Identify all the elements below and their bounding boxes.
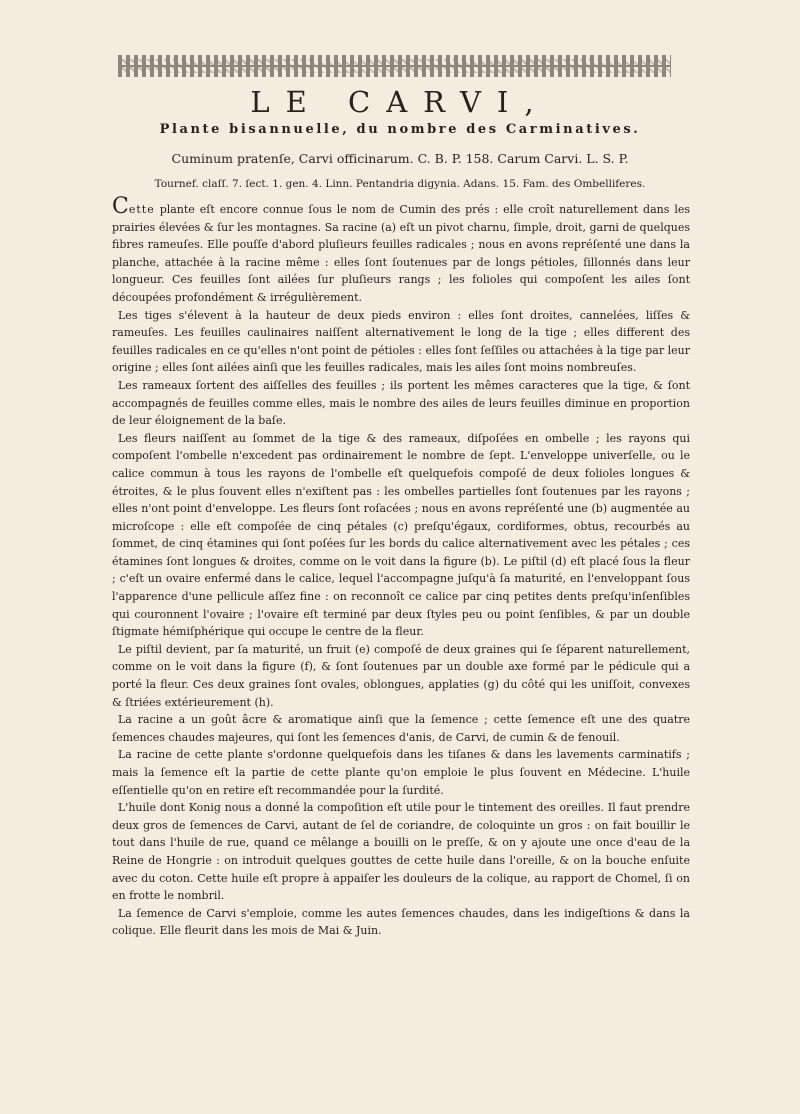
paragraph-8: L'huile dont Konig nous a donné la compoſition eſt utile pour le tintement des oreilles. Il faut prendre deux gros de ſemences de Carvi, autant de ſel de coriandre, de coloquinte un gros : on fait bouillir le tout dans l'huile de rue, quand ce mêlange a bouilli on le preſſe, & on y ajoute une once d'eau de la Reine de Hongrie : on introduit quelques gouttes de cette huile dans l'oreille, & on la bouche enſuite avec du coton. Cette huile eſt propre à appaiſer les douleurs de la colique, au rapport de Chomel, ſi on en frotte le nombril. bbox=[112, 801, 690, 903]
paragraph-9: La ſemence de Carvi s'emploie, comme les autes ſemences chaudes, dans les indigeſtions & dans la colique. Elle fleurit dans les mois de Mai & Juin. bbox=[112, 906, 690, 938]
page-title: LE CARVI, bbox=[250, 85, 550, 119]
paragraph-7: La racine de cette plante s'ordonne quelquefois dans les tiſanes & dans les lavements carminatifs ; mais la ſemence eſt la partie de cette plante qu'on emploie le plus ſouvent en Médecine. L'huile eſſentielle qu'on en retire eſt recommandée pour la ſurdité. bbox=[112, 748, 690, 797]
paragraph-5: Le piſtil devient, par ſa maturité, un fruit (e) compoſé de deux graines qui ſe ſéparent naturellement, comme on le voit dans la figure (f), & ſont ſoutenues par un double axe formé par le pédicule qui a porté la fleur. Ces deux graines ſont ovales, oblongues, applaties (g) du côté qui les uniſſoit, convexes & ſtriées extérieurement (h). bbox=[112, 642, 690, 709]
body-text bbox=[112, 194, 690, 940]
paragraph-4: Les fleurs naiſſent au ſommet de la tige & des rameaux, diſpoſées en ombelle ; les rayons qui compoſent l'ombelle n'excedent pas ordinairement le nombre de ſept. L'enveloppe univerſelle, ou le calice commun à tous les rayons de l'ombelle eſt quelquefois compoſé de deux folioles longues & étroites, & le plus ſouvent elles n'exiſtent pas : les ombelles partielles ſont ſoutenues par les rayons ; elles n'ont point d'enveloppe. Les fleurs ſont roſacées ; nous en avons repréſenté une (b) augmentée au microſcope : elle eſt compoſée de cinq pétales (c) preſqu'égaux, cordiformes, obtus, recourbés au ſommet, de cinq étamines qui ſont poſées ſur les bords du calice alternativement avec les pétales ; ces étamines ſont longues & droites, comme on le voit dans la figure (b). Le piſtil (d) eſt placé ſous la fleur ; c'eſt un ovaire enfermé dans le calice, lequel l'accompagne juſqu'à ſa maturité, en l'enveloppant ſous l'apparence d'une pellicule aſſez fine : on reconnoît ce calice par cinq petites dents preſqu'inſenſibles qui couronnent l'ovaire ; l'ovaire eſt terminé par deux ſtyles peu ou point ſenſibles, & par un double ſtigmate hémiſphérique qui occupe le centre de la fleur. bbox=[112, 431, 690, 639]
first-word-lead: ette bbox=[128, 203, 155, 216]
paragraph-1 bbox=[112, 194, 690, 307]
paragraph-3: Les rameaux ſortent des aiſſelles des feuilles ; ils portent les mêmes caracteres que la tige, & ſont accompagnés de feuilles comme elles, mais le nombre des ailes de leurs feuilles diminue en proportion de leur éloignement de la baſe. bbox=[112, 378, 690, 428]
paragraph-2: Les tiges s'élevent à la hauteur de deux pieds environ : elles ſont droites, cannelées, liſſes & rameuſes. Les feuilles caulinaires naiſſent alternativement le long de la tige ; elles different des feuilles radicales en ce qu'elles n'ont point de pétioles : elles ſont ſeſſiles ou attachées à la tige par leur origine ; elles ſont ailées ainſi que les feuilles radicales, mais les ailes ſont moins nombreuſes. bbox=[112, 308, 690, 375]
page-subtitle: Plante bisannuelle, du nombre des Carminatives. bbox=[159, 122, 641, 137]
drop-cap: C bbox=[112, 194, 129, 219]
decorative-ornament-band bbox=[118, 55, 671, 77]
classification-line: Tournef. claſſ. 7. ſect. 1. gen. 4. Linn. Pentandria digynia. Adans. 15. Fam. des Ombelliferes. bbox=[154, 178, 646, 190]
paragraph-1-text: plante eſt encore connue ſous le nom de Cumin des prés : elle croît naturellement dans les prairies élevées & ſur les montagnes. Sa racine (a) eſt un pivot charnu, ſimple, droit, garni de quelques fibres rameuſes. Elle pouſſe d'abord pluſieurs feuilles radicales ; nous en avons repréſenté une dans la planche, attachée à la racine même : elles ſont ſoutenues par de longs pétioles, ſillonnés dans leur longueur. Ces feuilles ſont ailées ſur pluſieurs rangs ; les folioles qui compoſent les ailes ſont découpées profondément & irrégulièrement. bbox=[112, 203, 690, 304]
paragraph-6: La racine a un goût âcre & aromatique ainſi que la ſemence ; cette ſemence eſt une des quatre ſemences chaudes majeures, qui ſont les ſemences d'anis, de Carvi, de cumin & de fenouil. bbox=[112, 713, 690, 744]
botanical-names: Cuminum pratenſe, Carvi officinarum. C. B. P. 158. Carum Carvi. L. S. P. bbox=[171, 151, 629, 166]
